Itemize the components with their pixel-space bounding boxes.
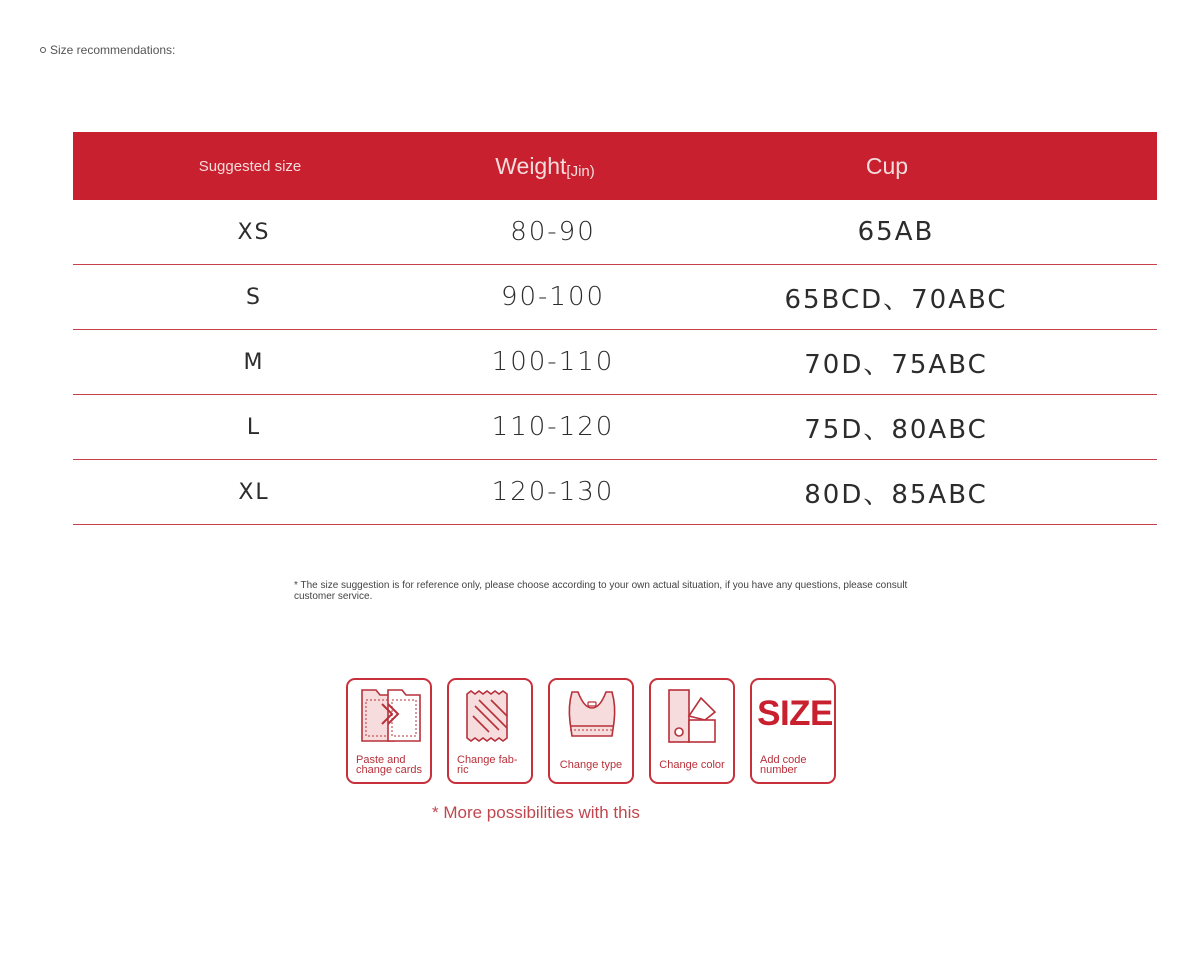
cell-weight: 120-130 xyxy=(491,477,615,507)
size-note: * The size suggestion is for reference only, please choose according to your own actual situation, if you have any questions, please consult customer service. xyxy=(294,580,908,602)
size-icon: SIZE xyxy=(757,694,833,733)
service-label: Paste and change cards xyxy=(356,754,423,776)
cards-icon xyxy=(356,686,424,746)
table-header xyxy=(73,132,1157,200)
cell-weight: 80-90 xyxy=(510,217,596,247)
header-weight-unit: [Jin) xyxy=(566,162,595,180)
cell-weight: 90-100 xyxy=(500,282,606,312)
cell-size: XL xyxy=(238,479,270,505)
cell-weight: 110-120 xyxy=(491,412,615,442)
header-weight xyxy=(495,132,595,200)
cell-cup: 70D、75ABC xyxy=(804,349,988,380)
service-tile-color[interactable] xyxy=(649,678,735,784)
bullet-icon xyxy=(40,47,46,53)
cell-size: L xyxy=(246,414,262,440)
cell-weight: 100-110 xyxy=(491,347,615,377)
cell-cup: 75D、80ABC xyxy=(804,414,988,445)
bra-icon xyxy=(558,686,626,746)
fabric-icon xyxy=(457,686,525,746)
table-row xyxy=(73,395,1157,460)
table-body xyxy=(73,200,1157,525)
header-suggested-size: Suggested size xyxy=(198,157,302,175)
table-row xyxy=(73,330,1157,395)
header-weight-label: Weight xyxy=(495,152,567,179)
service-tiles xyxy=(346,678,836,784)
service-tile-cards[interactable] xyxy=(346,678,432,784)
service-label: Add code number xyxy=(760,754,807,776)
cell-cup: 80D、85ABC xyxy=(804,479,988,510)
table-row xyxy=(73,460,1157,525)
service-tile-size[interactable] xyxy=(750,678,836,784)
service-label: Change fab-ric xyxy=(457,754,518,776)
cell-cup: 65AB xyxy=(857,217,935,247)
cell-cup: 65BCD、70ABC xyxy=(784,284,1008,315)
cell-size: XS xyxy=(237,219,271,245)
more-possibilities: * More possibilities with this xyxy=(432,803,640,822)
cell-size: M xyxy=(243,349,265,375)
header-cup: Cup xyxy=(865,152,909,179)
table-row xyxy=(73,200,1157,265)
size-table xyxy=(73,132,1157,525)
service-tile-fabric[interactable] xyxy=(447,678,533,784)
service-label: Change color xyxy=(659,759,725,771)
color-swatch-icon xyxy=(659,686,727,746)
section-heading-text: Size recommendations: xyxy=(50,43,176,57)
service-tile-type[interactable] xyxy=(548,678,634,784)
section-heading xyxy=(40,43,175,57)
cell-size: S xyxy=(246,284,262,310)
table-row xyxy=(73,265,1157,330)
service-label: Change type xyxy=(559,759,623,771)
